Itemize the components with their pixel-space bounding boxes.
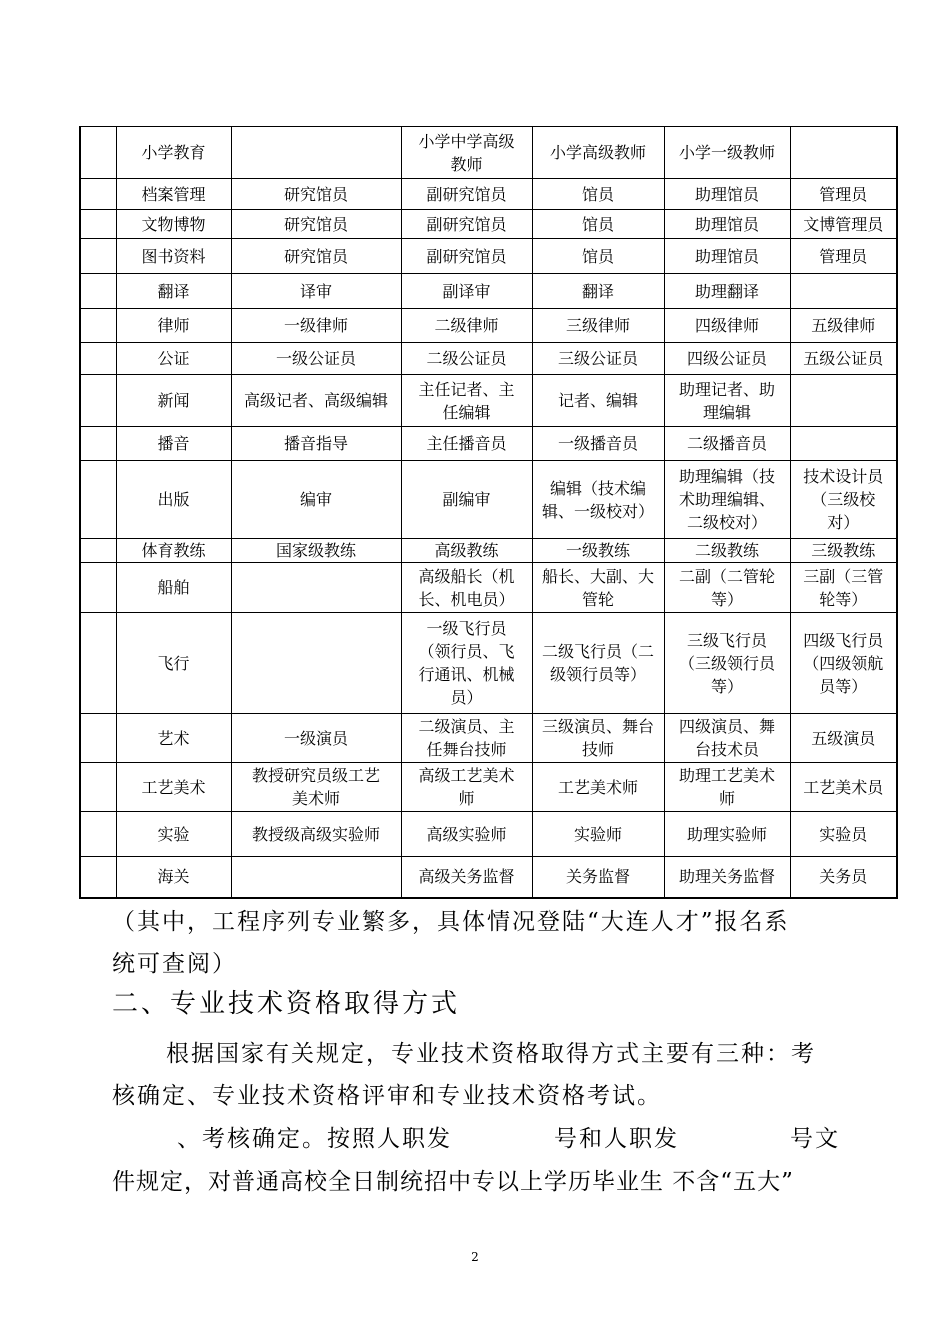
table-cell: 四级公证员 [664,343,790,375]
table-cell: 高级记者、高级编辑 [231,375,401,427]
table-category-cell: 体育教练 [116,539,231,563]
table-index-cell [80,239,116,274]
table-index-cell [80,763,116,812]
table-cell: 小学一级教师 [664,127,790,179]
table-category-cell: 小学教育 [116,127,231,179]
table-cell: 教授研究员级工艺 美术师 [231,763,401,812]
table-cell [790,127,897,179]
table-note-line-1: （其中，工程序列专业繁多，具体情况登陆“大连人才”报名系 [112,909,790,935]
table-row [80,563,897,613]
table-row [80,179,897,210]
table-cell: 助理实验师 [664,812,790,857]
table-cell: 二级演员、主 任舞台技师 [401,714,532,763]
paragraph-2-line-1-part-3: 号文 [790,1126,840,1152]
table-cell: 技术设计员 （三级校 对） [790,461,897,539]
table-cell: 记者、编辑 [532,375,664,427]
page-number: 2 [471,1250,479,1264]
table-cell: 翻译 [532,274,664,309]
table-index-cell [80,179,116,210]
table-cell: 船长、大副、大 管轮 [532,563,664,613]
table-category-cell: 实验 [116,812,231,857]
table-index-cell [80,563,116,613]
table-row [80,763,897,812]
table-cell: 小学中学高级 教师 [401,127,532,179]
table-cell: 二副（二管轮 等） [664,563,790,613]
table-cell: 五级律师 [790,309,897,343]
table-cell: 一级播音员 [532,427,664,461]
table-cell: 一级飞行员 （领行员、飞 行通讯、机械 员） [401,613,532,714]
table-cell: 关务监督 [532,857,664,898]
table-cell [231,127,401,179]
table-index-cell [80,714,116,763]
table-cell: 研究馆员 [231,179,401,210]
table-index-cell [80,127,116,179]
table-cell: 三副（三管 轮等） [790,563,897,613]
table-cell: 助理馆员 [664,179,790,210]
paragraph-2-line-1-part-2: 号和人职发 [554,1126,679,1152]
table-cell: 主任播音员 [401,427,532,461]
table-cell: 播音指导 [231,427,401,461]
table-category-cell: 图书资料 [116,239,231,274]
table-cell: 一级教练 [532,539,664,563]
table-row [80,427,897,461]
table-cell [790,375,897,427]
table-cell: 助理馆员 [664,239,790,274]
table-cell: 五级公证员 [790,343,897,375]
table-cell: 译审 [231,274,401,309]
table-cell: 三级飞行员 （三级领行员 等） [664,613,790,714]
table-category-cell: 播音 [116,427,231,461]
table-cell: 编辑（技术编 辑、一级校对） [532,461,664,539]
table-cell: 助理翻译 [664,274,790,309]
table-cell: 二级播音员 [664,427,790,461]
table-row [80,613,897,714]
paragraph-2-line-2: 件规定，对普通高校全日制统招中专以上学历毕业生 不含“五大” [112,1169,794,1195]
table-cell: 三级律师 [532,309,664,343]
table-cell: 工艺美术师 [532,763,664,812]
table-index-cell [80,461,116,539]
table-index-cell [80,613,116,714]
table-cell: 高级实验师 [401,812,532,857]
table-cell: 实验员 [790,812,897,857]
table-category-cell: 新闻 [116,375,231,427]
table-row [80,343,897,375]
table-index-cell [80,274,116,309]
paragraph-1-line-1: 根据国家有关规定，专业技术资格取得方式主要有三种：考 [166,1041,816,1067]
table-cell: 高级教练 [401,539,532,563]
table-cell [790,427,897,461]
table-cell: 国家级教练 [231,539,401,563]
table-cell: 三级教练 [790,539,897,563]
table-cell: 关务员 [790,857,897,898]
table-row [80,812,897,857]
table-cell: 一级律师 [231,309,401,343]
table-index-cell [80,309,116,343]
table-cell: 副研究馆员 [401,239,532,274]
table-cell [231,857,401,898]
table-cell: 助理工艺美术 师 [664,763,790,812]
table-note-line-2: 统可查阅） [112,951,237,977]
table-index-cell [80,539,116,563]
table-index-cell [80,210,116,239]
table-cell: 主任记者、主 任编辑 [401,375,532,427]
table-category-cell: 船舶 [116,563,231,613]
table-cell: 馆员 [532,210,664,239]
table-cell: 一级公证员 [231,343,401,375]
table-cell: 五级演员 [790,714,897,763]
table-category-cell: 档案管理 [116,179,231,210]
table-row [80,539,897,563]
table-cell: 副译审 [401,274,532,309]
table-cell: 助理馆员 [664,210,790,239]
table-cell: 管理员 [790,239,897,274]
table-row [80,127,897,179]
table-cell: 文博管理员 [790,210,897,239]
table-row [80,714,897,763]
table-category-cell: 翻译 [116,274,231,309]
paragraph-2-line-1-part-1: 、考核确定。按照人职发 [177,1126,452,1152]
table-category-cell: 出版 [116,461,231,539]
table-index-cell [80,812,116,857]
table-index-cell [80,343,116,375]
table-row [80,857,897,898]
table-cell: 馆员 [532,239,664,274]
table-row [80,309,897,343]
table-cell: 助理记者、助 理编辑 [664,375,790,427]
table-cell: 小学高级教师 [532,127,664,179]
table-cell: 编审 [231,461,401,539]
table-category-cell: 律师 [116,309,231,343]
table-row [80,274,897,309]
table-cell: 二级公证员 [401,343,532,375]
table-cell: 副编审 [401,461,532,539]
table-cell [231,563,401,613]
table-category-cell: 工艺美术 [116,763,231,812]
table-row [80,210,897,239]
table-cell: 四级律师 [664,309,790,343]
table-category-cell: 海关 [116,857,231,898]
table-cell: 二级教练 [664,539,790,563]
table-cell: 研究馆员 [231,210,401,239]
table-row [80,375,897,427]
table-cell: 助理关务监督 [664,857,790,898]
table-row [80,461,897,539]
table-cell: 二级律师 [401,309,532,343]
table-cell: 高级关务监督 [401,857,532,898]
table-index-cell [80,857,116,898]
table-cell: 工艺美术员 [790,763,897,812]
table-cell: 三级演员、舞台 技师 [532,714,664,763]
paragraph-1-line-2: 核确定、专业技术资格评审和专业技术资格考试。 [112,1083,662,1109]
table-cell: 三级公证员 [532,343,664,375]
table-cell: 高级船长（机 长、机电员） [401,563,532,613]
table-category-cell: 文物博物 [116,210,231,239]
table-cell: 助理编辑（技 术助理编辑、 二级校对） [664,461,790,539]
table-cell [231,613,401,714]
table-cell [790,274,897,309]
table-category-cell: 艺术 [116,714,231,763]
section-heading: 二、专业技术资格取得方式 [112,989,461,1019]
table-index-cell [80,427,116,461]
table-cell: 四级飞行员 （四级领航 员等） [790,613,897,714]
table-cell: 管理员 [790,179,897,210]
table-cell: 二级飞行员（二 级领行员等） [532,613,664,714]
table-cell: 研究馆员 [231,239,401,274]
table-cell: 四级演员、舞 台技术员 [664,714,790,763]
table-index-cell [80,375,116,427]
table-category-cell: 公证 [116,343,231,375]
table-cell: 一级演员 [231,714,401,763]
table-row [80,239,897,274]
table-category-cell: 飞行 [116,613,231,714]
table-cell: 实验师 [532,812,664,857]
table-cell: 馆员 [532,179,664,210]
title-qualification-table [79,126,898,899]
table-cell: 副研究馆员 [401,179,532,210]
table-cell: 教授级高级实验师 [231,812,401,857]
table-cell: 副研究馆员 [401,210,532,239]
table-cell: 高级工艺美术 师 [401,763,532,812]
